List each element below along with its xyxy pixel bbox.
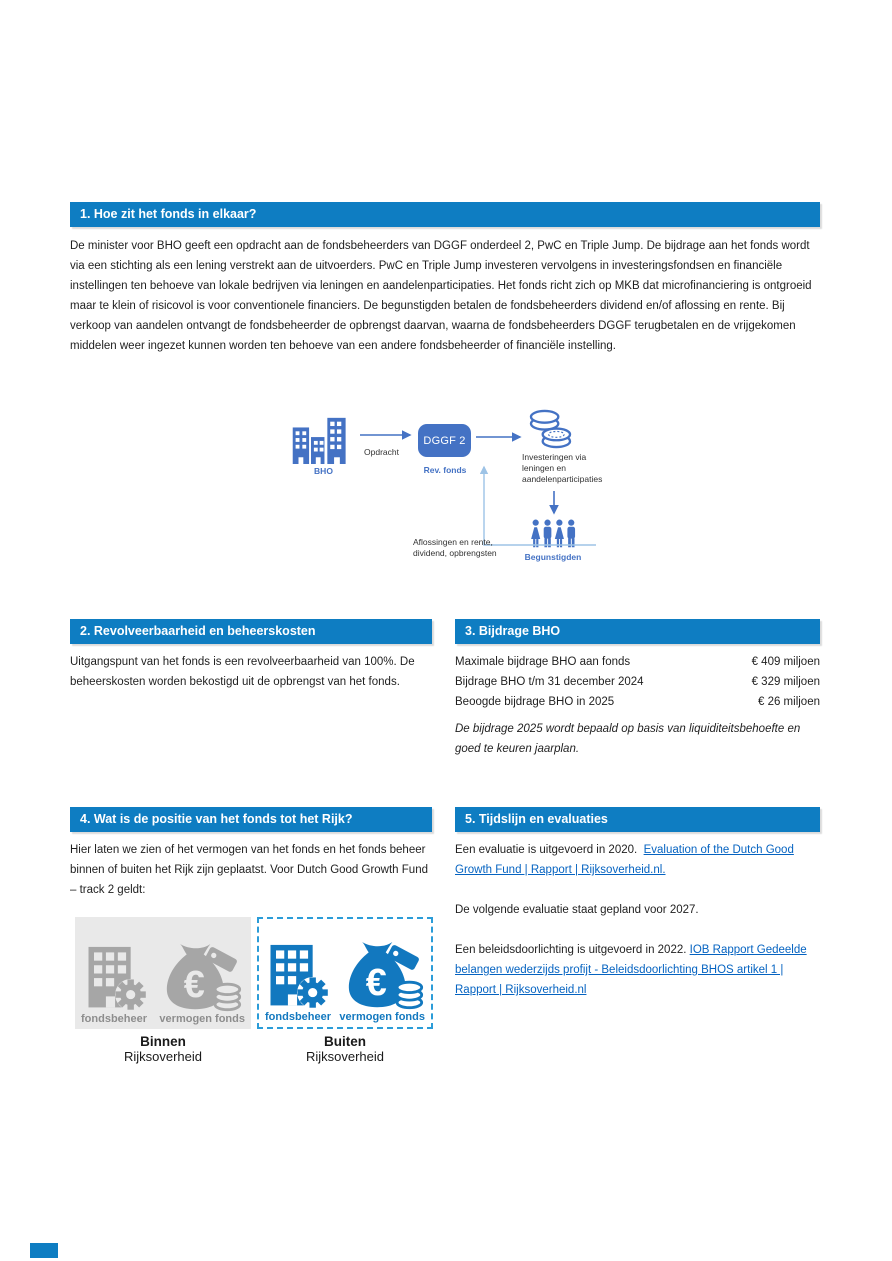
vermogen-fonds-label: vermogen fonds — [339, 1011, 425, 1023]
binnen-icons-row — [83, 925, 243, 1013]
bijdrage-table — [455, 652, 820, 712]
binnen-caption-bold: Binnen — [140, 1034, 186, 1049]
fondsbeheer-label: fondsbeheer — [265, 1011, 332, 1023]
binnen-rijksoverheid-card — [75, 917, 251, 1029]
row-label: Beoogde bijdrage BHO in 2025 — [455, 696, 615, 708]
section4-title: 4. Wat is de positie van het fonds tot het Rijk? — [80, 812, 353, 826]
row-value: € 409 miljoen — [751, 656, 820, 668]
table-row — [455, 692, 820, 712]
table-row — [455, 652, 820, 672]
section5-paragraphs — [455, 840, 823, 1000]
page-footer-mark — [30, 1243, 58, 1258]
section1-paragraph: De minister voor BHO geeft een opdracht aan de fondsbeheerders van DGGF onderdeel 2, PwC en Triple Jump. De bijdrage aan het fonds wordt via een stichting als een lening verstrekt aan de uitvoerders. PwC en Triple Jump investeren vervolgens in investeringsfondsen en financiële instellingen ten behoeve van lokale bedrijven via leningen en aandelenparticipaties. Het fonds richt zich op MKB dat microfinanciering is ontgroeid maar te klein of risicovol is voor conventionele financiers. De begunstigden betalen de fondsbeheerders dividend en/of aflossing en rente. Bij verkoop van aandelen ontvangt de fondsbeheerder de opbrengst daarvan, waarna de fondsbeheerders DGGF terugbetalen en de vrijgekomen middelen weer ingezet kunnen worden ten behoeve van een andere fondsbeheerder of financiële instelling. — [70, 240, 812, 352]
binnen-caption-sub: Rijksoverheid — [123, 1049, 203, 1064]
section3-header-bar — [455, 619, 820, 644]
begunstigden-label: Begunstigden — [524, 552, 582, 562]
rev-fonds-label: Rev. fonds — [423, 465, 467, 475]
binnen-caption — [75, 1034, 251, 1064]
beleidsdoorlichting-paragraph — [455, 940, 823, 1000]
section3-title: 3. Bijdrage BHO — [465, 624, 561, 638]
section1-title: 1. Hoe zit het fonds in elkaar? — [80, 207, 257, 221]
beleidsdoorlichting-text: Een beleidsdoorlichting is uitgevoerd in 2022. — [455, 944, 690, 956]
section4-paragraph: Hier laten we zien of het vermogen van het fonds en het fonds beheer binnen of buiten het Rijk zijn geplaatst. Voor Dutch Good Growth Fund – track 2 geldt: — [70, 844, 428, 896]
section4-header-bar — [70, 807, 432, 832]
buiten-caption — [257, 1034, 433, 1064]
vermogen-fonds-label: vermogen fonds — [159, 1013, 245, 1025]
fondsbeheer-building-gear-icon — [265, 943, 331, 1011]
section5-header-bar — [455, 807, 820, 832]
row-value: € 329 miljoen — [751, 676, 820, 688]
section5-title: 5. Tijdslijn en evaluaties — [465, 812, 608, 826]
vermogen-moneybag-icon — [337, 941, 425, 1011]
section2-paragraph: Uitgangspunt van het fonds is een revolveerbaarheid van 100%. De beheerskosten worden bekostigd uit de opbrengst van het fonds. — [70, 656, 415, 688]
bho-label: BHO — [314, 466, 333, 476]
return-label: Aflossingen en rente, dividend, opbrengsten — [413, 537, 497, 558]
invest-label: Investeringen via leningen en aandelenparticipaties — [522, 452, 603, 484]
buiten-icon-labels — [263, 1011, 427, 1023]
opdracht-label: Opdracht — [364, 447, 399, 457]
fondsbeheer-label: fondsbeheer — [81, 1013, 148, 1025]
dggf2-box: DGGF 2 — [418, 424, 471, 457]
section2-title: 2. Revolveerbaarheid en beheerskosten — [80, 624, 316, 638]
buiten-rijksoverheid-card — [257, 917, 433, 1029]
euro-symbol: € — [183, 963, 205, 1006]
evaluation-dggf-link[interactable]: Evaluation of the Dutch Good Growth Fund | Rapport | Rijksoverheid.nl. — [455, 844, 794, 876]
buiten-caption-bold: Buiten — [324, 1034, 366, 1049]
euro-symbol: € — [365, 961, 387, 1004]
bho-buildings-icon — [292, 414, 355, 464]
binnen-icon-labels — [79, 1013, 247, 1025]
row-label: Bijdrage BHO t/m 31 december 2024 — [455, 676, 644, 688]
table-row — [455, 672, 820, 692]
evaluatie-2027-paragraph: De volgende evaluatie staat gepland voor 2027. — [455, 904, 699, 916]
fondsbeheer-building-gear-icon — [83, 945, 149, 1013]
row-label: Maximale bijdrage BHO aan fonds — [455, 656, 631, 668]
coins-icon — [528, 409, 573, 450]
section2-header-bar — [70, 619, 432, 644]
evaluatie-2020-paragraph — [455, 840, 823, 880]
fund-flow-diagram — [280, 405, 610, 580]
arrow-invest-icon — [474, 432, 530, 442]
buiten-caption-sub: Rijksoverheid — [305, 1049, 385, 1064]
section1-header-bar — [70, 202, 820, 227]
evaluatie-2020-text: Een evaluatie is uitgevoerd in 2020. — [455, 844, 644, 856]
row-value: € 26 miljoen — [757, 696, 820, 708]
iob-rapport-link[interactable]: IOB Rapport Gedeelde belangen wederzijds profijt - Beleidsdoorlichting BHOS artikel 1 | Rapport | Rijksoverheid.nl — [455, 944, 807, 996]
vermogen-moneybag-icon — [155, 943, 243, 1013]
buiten-icons-row — [265, 927, 425, 1011]
bijdrage-note: De bijdrage 2025 wordt bepaald op basis van liquiditeitsbehoefte en goed te keuren jaarplan. — [455, 723, 801, 755]
arrow-opdracht-icon — [358, 430, 418, 440]
